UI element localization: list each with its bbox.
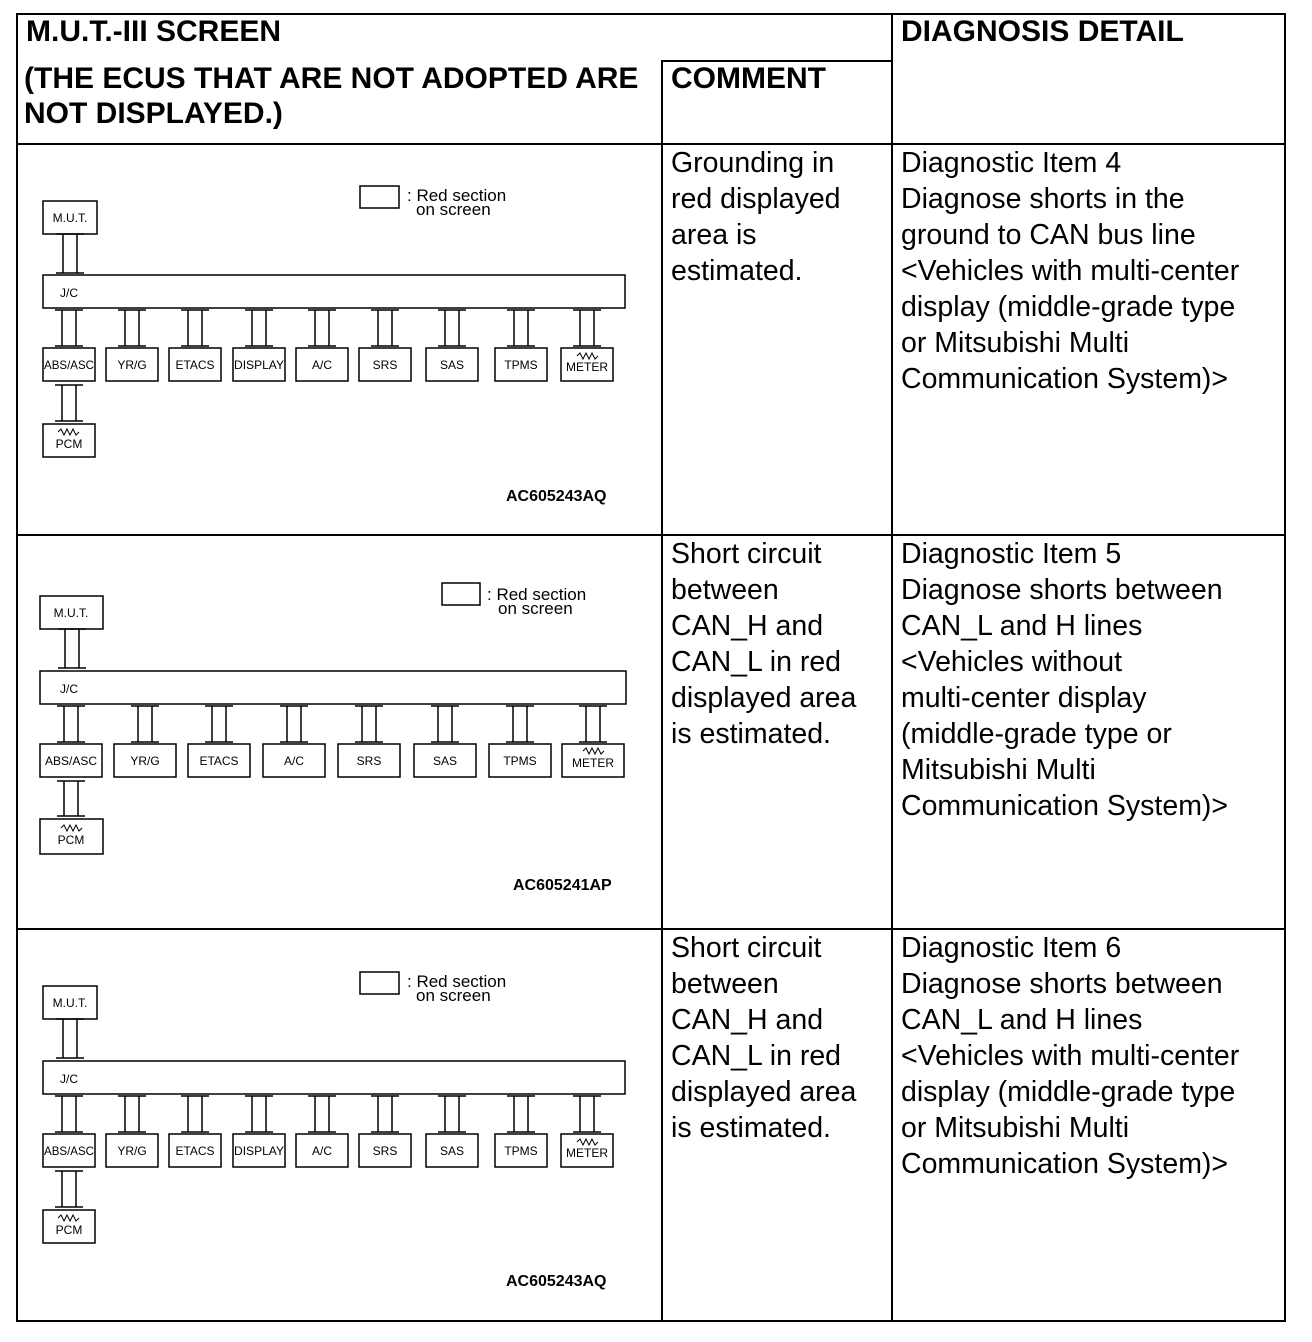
pcm-label: PCM — [55, 1223, 83, 1237]
pcm-box — [40, 819, 103, 854]
ecu-label-yrg: YR/G — [130, 754, 160, 768]
ecu-etacs — [188, 744, 250, 777]
legend-label-1: : Red section — [407, 186, 507, 205]
comment-row-1 — [671, 145, 841, 289]
can-bus-diagram — [20, 536, 660, 921]
ecu-label-tpms: TPMS — [503, 754, 537, 768]
legend-label-2: on screen — [416, 200, 491, 219]
ecu-tpms — [495, 1134, 547, 1167]
header-comment: COMMENT — [671, 62, 826, 95]
detail-line: CAN_L and H lines — [901, 610, 1143, 642]
ecu-label-etacs: ETACS — [175, 1144, 215, 1158]
diagram-row-2 — [20, 536, 660, 921]
ecu-abs-asc — [40, 744, 102, 777]
jc-bar — [40, 671, 626, 704]
detail-line: or Mitsubishi Multi — [901, 1112, 1130, 1144]
can-bus-diagram — [20, 930, 660, 1315]
ecu-label-meter: METER — [566, 1146, 608, 1160]
comment-line: CAN_H and — [671, 610, 824, 642]
ecu-label-sas: SAS — [439, 358, 465, 372]
comment-line: between — [671, 968, 779, 1000]
comment-line: CAN_L in red — [671, 646, 842, 678]
ecu-ac — [296, 348, 348, 381]
col-divider-detail — [891, 13, 893, 1322]
comment-line: Short circuit — [671, 932, 822, 964]
detail-line: Mitsubishi Multi — [901, 754, 1096, 786]
figure-code: AC605243AQ — [506, 1273, 607, 1290]
mut-label: M.U.T. — [52, 211, 88, 225]
ecu-label-etacs: ETACS — [199, 754, 239, 768]
comment-line: CAN_L in red — [671, 1040, 842, 1072]
mut-box — [40, 596, 103, 629]
diagram-row-3 — [20, 930, 660, 1315]
detail-line: (middle-grade type or — [901, 718, 1172, 750]
detail-row-1 — [901, 145, 1239, 397]
ecu-srs — [338, 744, 400, 777]
comment-line: is estimated. — [671, 718, 831, 750]
mut-label: M.U.T. — [52, 996, 88, 1010]
figure-code: AC605241AP — [513, 877, 612, 894]
ecu-label-tpms: TPMS — [504, 358, 538, 372]
ecu-sas — [414, 744, 476, 777]
detail-line: Diagnostic Item 4 — [901, 147, 1122, 179]
comment-line: red displayed — [671, 183, 841, 215]
detail-line: display (middle-grade type — [901, 1076, 1236, 1108]
col-divider-comment — [661, 60, 663, 1322]
jc-label: J/C — [60, 286, 78, 300]
jc-label: J/C — [60, 1072, 78, 1086]
detail-row-3 — [901, 930, 1239, 1182]
comment-line: displayed area — [671, 1076, 857, 1108]
ecu-yrg — [114, 744, 176, 777]
pcm-label: PCM — [55, 437, 83, 451]
ecu-label-srs: SRS — [372, 1144, 398, 1158]
detail-line: or Mitsubishi Multi — [901, 327, 1130, 359]
ecu-etacs — [169, 348, 221, 381]
detail-line: ground to CAN bus line — [901, 219, 1196, 251]
ecu-srs — [359, 348, 411, 381]
jc-bar — [43, 1061, 625, 1094]
legend-label-2: on screen — [498, 599, 573, 618]
comment-line: area is — [671, 219, 757, 251]
mut-connector — [56, 234, 84, 273]
detail-line: Diagnose shorts in the — [901, 183, 1185, 215]
ecu-label-ac: A/C — [311, 358, 333, 372]
comment-line: between — [671, 574, 779, 606]
ecu-meter — [561, 1134, 613, 1167]
table-border-left — [16, 13, 18, 1322]
detail-line: <Vehicles with multi-center — [901, 1040, 1240, 1072]
legend-swatch — [360, 972, 399, 994]
header-diagnosis-detail: DIAGNOSIS DETAIL — [901, 15, 1184, 48]
ecu-label-meter: METER — [572, 756, 614, 770]
ecu-label-abs-asc: ABS/ASC — [44, 358, 95, 372]
table-border-right — [1284, 13, 1286, 1322]
mut-box — [43, 986, 97, 1019]
ecu-label-display: DISPLAY — [234, 1144, 284, 1158]
ecu-row — [40, 744, 624, 777]
ecu-label-abs-asc: ABS/ASC — [44, 1144, 95, 1158]
ecu-label-srs: SRS — [372, 358, 398, 372]
detail-line: Diagnostic Item 5 — [901, 538, 1122, 570]
comment-row-3 — [671, 930, 856, 1146]
pcm-box — [43, 1210, 95, 1243]
ecu-meter — [562, 744, 624, 777]
comment-line: Grounding in — [671, 147, 835, 179]
detail-line: Communication System)> — [901, 1148, 1229, 1180]
jc-label: J/C — [60, 682, 78, 696]
mut-connector — [56, 1019, 84, 1058]
ecu-row — [43, 1134, 613, 1167]
detail-line: Diagnose shorts between — [901, 574, 1223, 606]
can-bus-diagram — [20, 145, 660, 530]
comment-line: Short circuit — [671, 538, 822, 570]
ecu-label-tpms: TPMS — [504, 1144, 538, 1158]
ecu-yrg — [106, 1134, 158, 1167]
ecu-ac — [296, 1134, 348, 1167]
ecu-label-sas: SAS — [439, 1144, 465, 1158]
ecu-sas — [426, 348, 478, 381]
ecu-label-etacs: ETACS — [175, 358, 215, 372]
pcm-box — [43, 424, 95, 457]
ecu-label-display: DISPLAY — [234, 358, 284, 372]
detail-line: Communication System)> — [901, 790, 1229, 822]
mut-label: M.U.T. — [53, 606, 89, 620]
ecu-display — [233, 1134, 285, 1167]
comment-row-2 — [671, 536, 856, 752]
detail-line: <Vehicles with multi-center — [901, 255, 1240, 287]
ecu-tpms — [495, 348, 547, 381]
ecu-etacs — [169, 1134, 221, 1167]
ecu-display — [233, 348, 285, 381]
legend-label-2: on screen — [416, 986, 491, 1005]
ecu-ac — [263, 744, 325, 777]
ecu-abs-asc — [43, 348, 95, 381]
header-note-line1: (THE ECUS THAT ARE NOT ADOPTED ARE — [24, 62, 639, 95]
ecu-abs-asc — [43, 1134, 95, 1167]
ecu-tpms — [489, 744, 551, 777]
legend-swatch — [442, 583, 480, 605]
detail-line: <Vehicles without — [901, 646, 1123, 678]
detail-line: multi-center display — [901, 682, 1147, 714]
detail-row-2 — [901, 536, 1228, 824]
detail-line: Diagnostic Item 6 — [901, 932, 1122, 964]
ecu-yrg — [106, 348, 158, 381]
ecu-sas — [426, 1134, 478, 1167]
mut-connector — [58, 629, 86, 668]
ecu-label-srs: SRS — [356, 754, 382, 768]
comment-line: is estimated. — [671, 1112, 831, 1144]
ecu-srs — [359, 1134, 411, 1167]
detail-line: CAN_L and H lines — [901, 1004, 1143, 1036]
ecu-label-meter: METER — [566, 360, 608, 374]
detail-line: display (middle-grade type — [901, 291, 1236, 323]
diagram-row-1 — [20, 145, 660, 530]
ecu-label-ac: A/C — [283, 754, 305, 768]
ecu-label-yrg: YR/G — [117, 358, 147, 372]
pcm-label: PCM — [57, 833, 85, 847]
ecu-label-sas: SAS — [432, 754, 458, 768]
ecu-meter — [561, 348, 613, 381]
header-note-line2: NOT DISPLAYED.) — [24, 97, 283, 130]
ecu-label-ac: A/C — [311, 1144, 333, 1158]
detail-line: Diagnose shorts between — [901, 968, 1223, 1000]
legend-label-1: : Red section — [407, 972, 507, 991]
comment-line: displayed area — [671, 682, 857, 714]
legend-label-1: : Red section — [487, 585, 587, 604]
ecu-row — [43, 348, 613, 381]
ecu-label-yrg: YR/G — [117, 1144, 147, 1158]
legend-swatch — [360, 186, 399, 208]
table-border-bottom — [16, 1320, 1286, 1322]
comment-line: estimated. — [671, 255, 803, 287]
jc-bar — [43, 275, 625, 308]
ecu-label-abs-asc: ABS/ASC — [45, 754, 98, 768]
header-mut-screen: M.U.T.-III SCREEN — [26, 15, 282, 48]
mut-box — [43, 201, 97, 234]
detail-line: Communication System)> — [901, 363, 1229, 395]
comment-line: CAN_H and — [671, 1004, 824, 1036]
figure-code: AC605243AQ — [506, 488, 607, 505]
